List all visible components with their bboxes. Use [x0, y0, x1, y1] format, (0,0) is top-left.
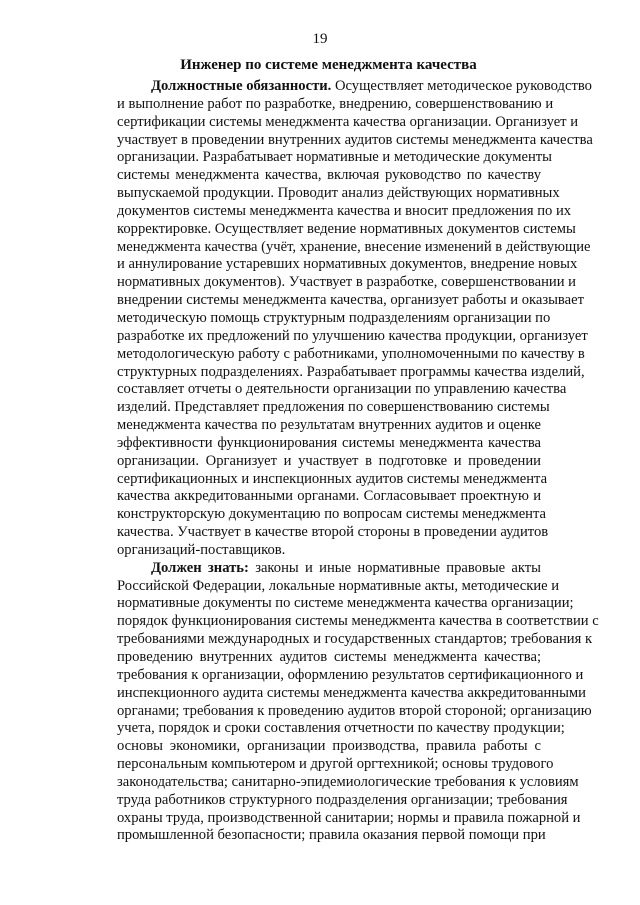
text-line [117, 435, 541, 453]
text-line [117, 791, 568, 810]
text-line [117, 470, 548, 489]
line-text: организации. Организует и участвует в подготовке и проведении [117, 452, 541, 469]
text-line [117, 720, 565, 738]
line-text: методологическую работу с работниками, уполномоченными по качеству в [117, 345, 585, 362]
line-text: и аннулирование устаревших нормативных документов, внедрение новых [117, 256, 578, 273]
line-text: составляет отчеты о деятельности организации по управлению качества [117, 381, 567, 398]
document-body [117, 78, 599, 845]
text-line [117, 613, 599, 631]
line-text: организаций-поставщиков. [117, 541, 286, 558]
paragraph [117, 78, 593, 560]
text-line [117, 274, 576, 292]
line-text: сертификационных и инспекционных аудитов системы менеджмента [117, 470, 548, 487]
paragraph-lead: Должен знать: [151, 559, 249, 576]
text-line [117, 738, 541, 756]
text-line [117, 399, 550, 417]
text-line [117, 202, 572, 221]
text-line [117, 220, 576, 239]
text-line [117, 488, 541, 506]
text-line [117, 542, 541, 560]
text-line [117, 631, 593, 649]
text-line [117, 95, 554, 114]
line-text: конструкторскую документацию по вопросам системы менеджмента [117, 506, 547, 523]
line-text: эффективности функционирования системы менеджмента качества [117, 434, 541, 451]
text-line [117, 363, 585, 382]
text-line [117, 702, 592, 721]
page-number: 19 [312, 31, 328, 47]
line-text: требования к организации, оформлению результатов сертификационного и [117, 666, 584, 683]
text-line [117, 773, 579, 792]
text-line [117, 167, 541, 185]
text-line [117, 327, 588, 346]
text-line [117, 684, 586, 703]
text-line [117, 256, 578, 274]
text-line [117, 827, 546, 845]
text-line [117, 666, 584, 685]
line-text: Осуществляет методическое руководство [331, 78, 592, 94]
text-line [117, 809, 581, 828]
text-line [117, 506, 547, 524]
text-line [117, 524, 549, 542]
line-text: нормативных документов). Участвует в разработке, совершенствовании и [117, 274, 576, 291]
line-text: порядок функционирования системы менеджмента качества в соответствии с [117, 613, 599, 630]
text-line [117, 345, 585, 364]
line-text: выпускаемой продукции. Проводит анализ действующих нормативных [117, 185, 560, 202]
line-text: персональным компьютером и другой оргтехникой; основы трудового [117, 756, 554, 773]
text-line [117, 595, 574, 613]
text-line [117, 649, 541, 667]
text-line [117, 577, 560, 596]
text-line [117, 417, 541, 435]
text-line [117, 149, 552, 167]
text-line [117, 309, 551, 328]
line-text: структурных подразделениях. Разрабатывает программы качества изделий, [117, 363, 585, 380]
line-text: методическую помощь структурным подразделениям организации по [117, 309, 551, 326]
text-line [117, 756, 554, 774]
line-text: менеджмента качества (учёт, хранение, внесение изменений в действующие [117, 238, 591, 255]
line-text: основы экономики, организации производства, правила работы с [117, 738, 541, 755]
line-text: документов системы менеджмента качества и вносит предложения по их [117, 202, 572, 219]
line-text: нормативные документы по системе менеджмента качества организации; [117, 595, 574, 612]
line-text: корректировке. Осуществляет ведение нормативных документов системы [117, 220, 576, 237]
text-line [117, 78, 592, 96]
line-text: менеджмента качества по результатам внутренних аудитов и оценке [117, 417, 541, 434]
line-text: системы менеджмента качества, включая руководство по качеству [117, 167, 541, 184]
line-text: разработке их предложений по улучшению качества продукции, организует [117, 327, 588, 344]
text-line [117, 238, 591, 257]
line-text: органами; требования к проведению аудитов второй стороной; организацию [117, 702, 592, 719]
text-line [117, 453, 541, 471]
line-text: охраны труда, производственной санитарии; нормы и правила пожарной и [117, 809, 581, 826]
line-text: промышленной безопасности; правила оказания первой помощи при [117, 827, 546, 844]
line-text: организации. Разрабатывает нормативные и методические документы [117, 149, 552, 166]
line-text: сертификации системы менеджмента качества организации. Организует и [117, 113, 579, 130]
paragraph-lead: Должностные обязанности. [151, 78, 332, 94]
line-text: внедрении системы менеджмента качества, организует работы и оказывает [117, 292, 584, 309]
text-line [117, 292, 584, 310]
line-text: проведению внутренних аудитов системы менеджмента качества; [117, 649, 541, 665]
text-line [117, 560, 541, 578]
text-line [117, 131, 593, 150]
document-title: Инженер по системе менеджмента качества [180, 57, 477, 73]
line-text: требованиями международных и государственных стандартов; требования к [117, 631, 593, 648]
line-text: качества аккредитованными органами. Согласовывает проектную и [117, 488, 541, 505]
line-text: законодательства; санитарно-эпидемиологические требования к условиям [117, 773, 579, 790]
text-line [117, 185, 560, 203]
text-line [117, 381, 567, 399]
line-text: качества. Участвует в качестве второй стороны в проведении аудитов [117, 524, 549, 541]
line-text: изделий. Представляет предложения по совершенствованию системы [117, 399, 550, 416]
line-text: законы и иные нормативные правовые акты [248, 559, 541, 576]
text-line [117, 113, 579, 132]
line-text: и выполнение работ по разработке, внедрению, совершенствованию и [117, 95, 554, 112]
line-text: инспекционного аудита системы менеджмента качества аккредитованными [117, 684, 586, 701]
line-text: Российской Федерации, локальные нормативные акты, методические и [117, 577, 560, 594]
line-text: учета, порядок и сроки составления отчетности по качеству продукции; [117, 720, 565, 737]
line-text: участвует в проведении внутренних аудитов системы менеджмента качества [117, 131, 593, 148]
paragraph [117, 559, 599, 846]
line-text: труда работников структурного подразделения организации; требования [117, 791, 568, 808]
